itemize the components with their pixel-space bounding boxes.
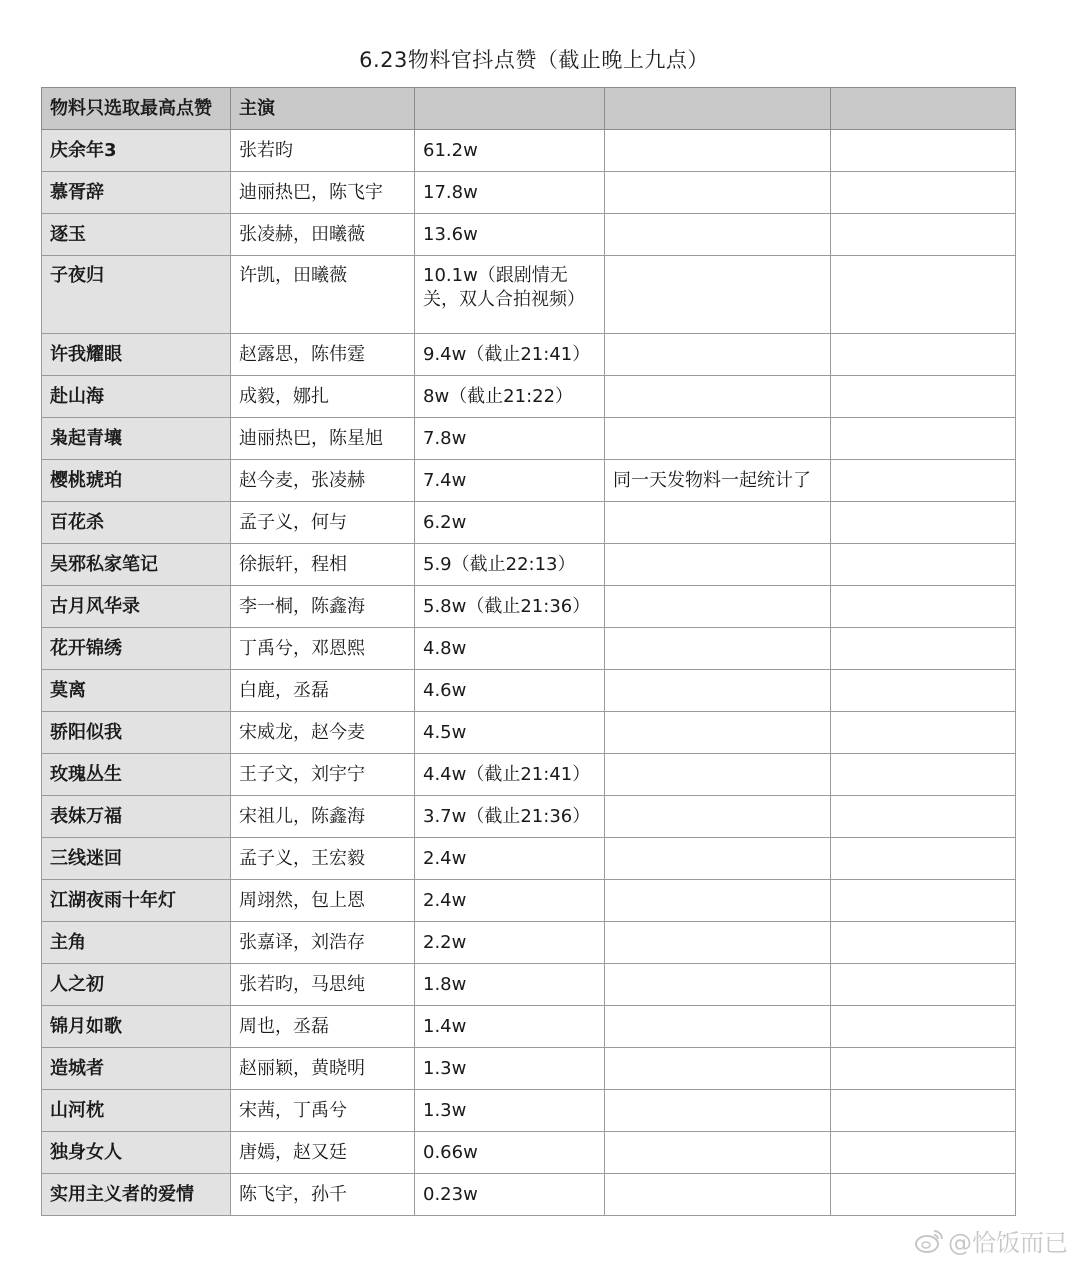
table-row <box>42 130 1016 172</box>
cell-title: 花开锦绣 <box>42 628 231 670</box>
table-row <box>42 1174 1016 1216</box>
table-row <box>42 1132 1016 1174</box>
cell-cast: 张嘉译，刘浩存 <box>231 922 415 964</box>
header-extra <box>831 88 1016 130</box>
cell-note <box>605 712 831 754</box>
cell-extra <box>831 712 1016 754</box>
cell-likes: 3.7w（截止21:36） <box>415 796 605 838</box>
cell-cast: 王子文，刘宇宁 <box>231 754 415 796</box>
cell-extra <box>831 796 1016 838</box>
cell-extra <box>831 1090 1016 1132</box>
table-row <box>42 670 1016 712</box>
cell-cast: 赵露思，陈伟霆 <box>231 334 415 376</box>
cell-note <box>605 586 831 628</box>
cell-title: 玫瑰丛生 <box>42 754 231 796</box>
cell-likes: 61.2w <box>415 130 605 172</box>
cell-cast: 丁禹兮，邓恩熙 <box>231 628 415 670</box>
cell-cast: 孟子义，王宏毅 <box>231 838 415 880</box>
cell-likes: 8w（截止21:22） <box>415 376 605 418</box>
cell-note <box>605 214 831 256</box>
cell-title: 独身女人 <box>42 1132 231 1174</box>
cell-note <box>605 130 831 172</box>
cell-cast: 白鹿，丞磊 <box>231 670 415 712</box>
cell-likes: 2.4w <box>415 838 605 880</box>
table-row <box>42 172 1016 214</box>
cell-title: 赴山海 <box>42 376 231 418</box>
cell-likes: 6.2w <box>415 502 605 544</box>
cell-cast: 李一桐，陈鑫海 <box>231 586 415 628</box>
cell-extra <box>831 838 1016 880</box>
cell-cast: 张若昀 <box>231 130 415 172</box>
cell-likes: 4.4w（截止21:41） <box>415 754 605 796</box>
cell-likes: 13.6w <box>415 214 605 256</box>
cell-note <box>605 1132 831 1174</box>
cell-likes: 7.8w <box>415 418 605 460</box>
cell-extra <box>831 544 1016 586</box>
table-row <box>42 256 1016 334</box>
cell-extra <box>831 1048 1016 1090</box>
cell-extra <box>831 1174 1016 1216</box>
cell-likes: 10.1w（跟剧情无关，双人合拍视频） <box>415 256 605 334</box>
cell-likes: 4.8w <box>415 628 605 670</box>
table-row <box>42 754 1016 796</box>
cell-extra <box>831 256 1016 334</box>
cell-note <box>605 670 831 712</box>
cell-title: 逐玉 <box>42 214 231 256</box>
cell-title: 江湖夜雨十年灯 <box>42 880 231 922</box>
weibo-icon <box>914 1228 944 1254</box>
cell-likes: 0.23w <box>415 1174 605 1216</box>
table-row <box>42 418 1016 460</box>
table-row <box>42 712 1016 754</box>
cell-extra <box>831 628 1016 670</box>
cell-note <box>605 172 831 214</box>
cell-title: 百花杀 <box>42 502 231 544</box>
cell-title: 表妹万福 <box>42 796 231 838</box>
cell-likes: 1.8w <box>415 964 605 1006</box>
table-row <box>42 628 1016 670</box>
cell-likes: 2.2w <box>415 922 605 964</box>
cell-title: 山河枕 <box>42 1090 231 1132</box>
table-row <box>42 1048 1016 1090</box>
cell-extra <box>831 754 1016 796</box>
cell-cast: 周翊然，包上恩 <box>231 880 415 922</box>
cell-extra <box>831 502 1016 544</box>
cell-likes: 7.4w <box>415 460 605 502</box>
table-row <box>42 838 1016 880</box>
cell-note <box>605 796 831 838</box>
cell-cast: 孟子义，何与 <box>231 502 415 544</box>
cell-extra <box>831 1132 1016 1174</box>
cell-note <box>605 502 831 544</box>
cell-likes: 1.3w <box>415 1048 605 1090</box>
cell-cast: 赵丽颖，黄晓明 <box>231 1048 415 1090</box>
cell-likes: 1.4w <box>415 1006 605 1048</box>
cell-title: 许我耀眼 <box>42 334 231 376</box>
table-row <box>42 214 1016 256</box>
table-row <box>42 964 1016 1006</box>
cell-note <box>605 964 831 1006</box>
table-row <box>42 796 1016 838</box>
cell-extra <box>831 172 1016 214</box>
cell-likes: 17.8w <box>415 172 605 214</box>
cell-extra <box>831 460 1016 502</box>
cell-extra <box>831 670 1016 712</box>
cell-likes: 0.66w <box>415 1132 605 1174</box>
cell-note: 同一天发物料一起统计了 <box>605 460 831 502</box>
table-row <box>42 1090 1016 1132</box>
cell-title: 樱桃琥珀 <box>42 460 231 502</box>
cell-title: 锦月如歌 <box>42 1006 231 1048</box>
cell-title: 庆余年3 <box>42 130 231 172</box>
cell-title: 子夜归 <box>42 256 231 334</box>
cell-title: 主角 <box>42 922 231 964</box>
cell-cast: 迪丽热巴，陈星旭 <box>231 418 415 460</box>
table-row <box>42 376 1016 418</box>
cell-cast: 宋威龙，赵今麦 <box>231 712 415 754</box>
cell-extra <box>831 214 1016 256</box>
cell-cast: 陈飞宇，孙千 <box>231 1174 415 1216</box>
header-cast: 主演 <box>231 88 415 130</box>
cell-note <box>605 1006 831 1048</box>
cell-note <box>605 544 831 586</box>
cell-cast: 张凌赫，田曦薇 <box>231 214 415 256</box>
cell-cast: 许凯，田曦薇 <box>231 256 415 334</box>
cell-likes: 4.5w <box>415 712 605 754</box>
table-row <box>42 880 1016 922</box>
table-row <box>42 502 1016 544</box>
cell-title: 三线迷回 <box>42 838 231 880</box>
cell-extra <box>831 922 1016 964</box>
cell-title: 枭起青壤 <box>42 418 231 460</box>
table-row <box>42 544 1016 586</box>
cell-cast: 宋祖儿，陈鑫海 <box>231 796 415 838</box>
cell-cast: 徐振轩，程相 <box>231 544 415 586</box>
cell-note <box>605 922 831 964</box>
header-note <box>605 88 831 130</box>
header-likes <box>415 88 605 130</box>
table-row <box>42 922 1016 964</box>
cell-extra <box>831 1006 1016 1048</box>
cell-note <box>605 880 831 922</box>
table-row <box>42 586 1016 628</box>
cell-title: 骄阳似我 <box>42 712 231 754</box>
cell-note <box>605 418 831 460</box>
page-title: 6.23物料官抖点赞（截止晚上九点） <box>359 48 709 72</box>
cell-likes: 1.3w <box>415 1090 605 1132</box>
cell-note <box>605 1174 831 1216</box>
cell-note <box>605 838 831 880</box>
cell-note <box>605 1090 831 1132</box>
watermark-text: @恰饭而已 <box>948 1229 1068 1257</box>
cell-extra <box>831 334 1016 376</box>
table-row <box>42 1006 1016 1048</box>
cell-note <box>605 334 831 376</box>
table-row <box>42 334 1016 376</box>
cell-note <box>605 1048 831 1090</box>
cell-extra <box>831 376 1016 418</box>
cell-extra <box>831 418 1016 460</box>
cell-note <box>605 754 831 796</box>
cell-cast: 赵今麦，张凌赫 <box>231 460 415 502</box>
cell-note <box>605 256 831 334</box>
cell-likes: 4.6w <box>415 670 605 712</box>
cell-title: 吴邪私家笔记 <box>42 544 231 586</box>
cell-likes: 5.9（截止22:13） <box>415 544 605 586</box>
header-title: 物料只选取最高点赞 <box>42 88 231 130</box>
cell-likes: 2.4w <box>415 880 605 922</box>
cell-likes: 9.4w（截止21:41） <box>415 334 605 376</box>
cell-title: 人之初 <box>42 964 231 1006</box>
cell-title: 实用主义者的爱情 <box>42 1174 231 1216</box>
cell-cast: 成毅，娜扎 <box>231 376 415 418</box>
cell-extra <box>831 880 1016 922</box>
cell-title: 慕胥辞 <box>42 172 231 214</box>
watermark <box>914 1223 1068 1258</box>
cell-cast: 周也，丞磊 <box>231 1006 415 1048</box>
cell-likes: 5.8w（截止21:36） <box>415 586 605 628</box>
cell-extra <box>831 586 1016 628</box>
table-header <box>42 88 1016 130</box>
cell-title: 莫离 <box>42 670 231 712</box>
cell-title: 古月风华录 <box>42 586 231 628</box>
cell-note <box>605 628 831 670</box>
cell-note <box>605 376 831 418</box>
cell-cast: 迪丽热巴，陈飞宇 <box>231 172 415 214</box>
cell-cast: 宋茜，丁禹兮 <box>231 1090 415 1132</box>
cell-cast: 张若昀，马思纯 <box>231 964 415 1006</box>
table-row <box>42 460 1016 502</box>
cell-extra <box>831 964 1016 1006</box>
cell-extra <box>831 130 1016 172</box>
cell-cast: 唐嫣，赵又廷 <box>231 1132 415 1174</box>
cell-title: 造城者 <box>42 1048 231 1090</box>
likes-table <box>41 87 1016 1216</box>
